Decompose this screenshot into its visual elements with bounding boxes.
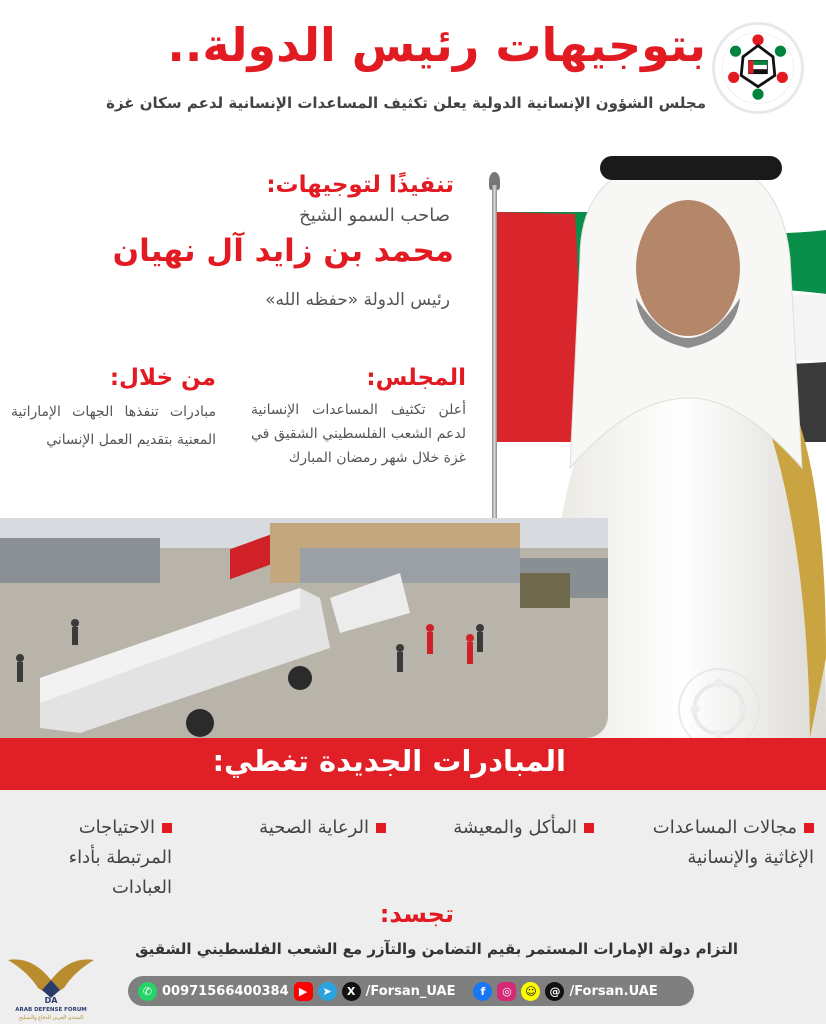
bullet-icon	[804, 823, 814, 833]
through-heading: من خلال:	[109, 365, 216, 391]
arab-defense-forum-logo	[4, 950, 98, 1022]
leader-name: محمد بن زايد آل نهيان	[112, 233, 454, 269]
page-title: بتوجيهات رئيس الدولة..	[167, 18, 706, 72]
forsan-emirates-logo	[712, 22, 804, 114]
through-body: مبادرات تنفذها الجهات الإماراتية المعنية بتقديم العمل الإنساني	[11, 404, 216, 448]
directive-heading: تنفيذًا لتوجيهات:	[266, 172, 454, 198]
telegram-icon[interactable]: ➤	[318, 982, 337, 1001]
facebook-icon[interactable]: f	[473, 982, 492, 1001]
phone-number[interactable]: 00971566400384	[162, 983, 289, 999]
commitment-text: التزام دولة الإمارات المستمر بقيم التضامن والتآزر مع الشعب الفلسطيني الشقيق	[135, 940, 738, 958]
svg-text:المنتدى العربي للدفاع والتسليح: المنتدى العربي للدفاع والتسليح	[18, 1015, 84, 1021]
whatsapp-icon[interactable]: ✆	[138, 982, 157, 1001]
council-heading: المجلس:	[366, 365, 466, 391]
page-subtitle: مجلس الشؤون الإنسانية الدولية يعلن تكثيف المساعدات الإنسانية لدعم سكان غزة	[106, 94, 706, 112]
x-icon[interactable]: X	[342, 982, 361, 1001]
bullet-icon	[584, 823, 594, 833]
coverage-item: المأكل والمعيشة	[404, 813, 594, 843]
aid-trucks-photo	[0, 518, 608, 738]
coverage-item: الرعاية الصحية	[196, 813, 386, 843]
coverage-item: الاحتياجات المرتبطة بأداء العبادات	[68, 817, 172, 898]
instagram-icon[interactable]: ◎	[497, 982, 516, 1001]
embody-heading: تجسد:	[379, 900, 454, 928]
other-handle[interactable]: /Forsan.UAE	[569, 983, 658, 999]
svg-text:DA: DA	[44, 996, 58, 1005]
threads-icon[interactable]: @	[545, 982, 564, 1001]
bullet-icon	[162, 823, 172, 833]
initiatives-heading: المبادرات الجديدة تغطي:	[212, 744, 566, 778]
snapchat-icon[interactable]: ☺	[521, 982, 540, 1001]
bullet-icon	[376, 823, 386, 833]
x-handle[interactable]: /Forsan_UAE	[365, 983, 456, 999]
coverage-item: مجالات المساعدات الإغاثية والإنسانية	[652, 817, 814, 868]
youtube-icon[interactable]: ▶	[294, 982, 313, 1001]
social-contact-bar	[128, 976, 694, 1006]
council-body: أعلن تكثيف المساعدات الإنسانية لدعم الشعب الفلسطيني الشقيق في غزة خلال شهر رمضان المبارك	[251, 402, 466, 466]
svg-text:ARAB DEFENSE FORUM: ARAB DEFENSE FORUM	[15, 1007, 87, 1013]
highness-title: صاحب السمو الشيخ	[299, 205, 450, 226]
leader-position: رئيس الدولة «حفظه الله»	[265, 290, 450, 310]
